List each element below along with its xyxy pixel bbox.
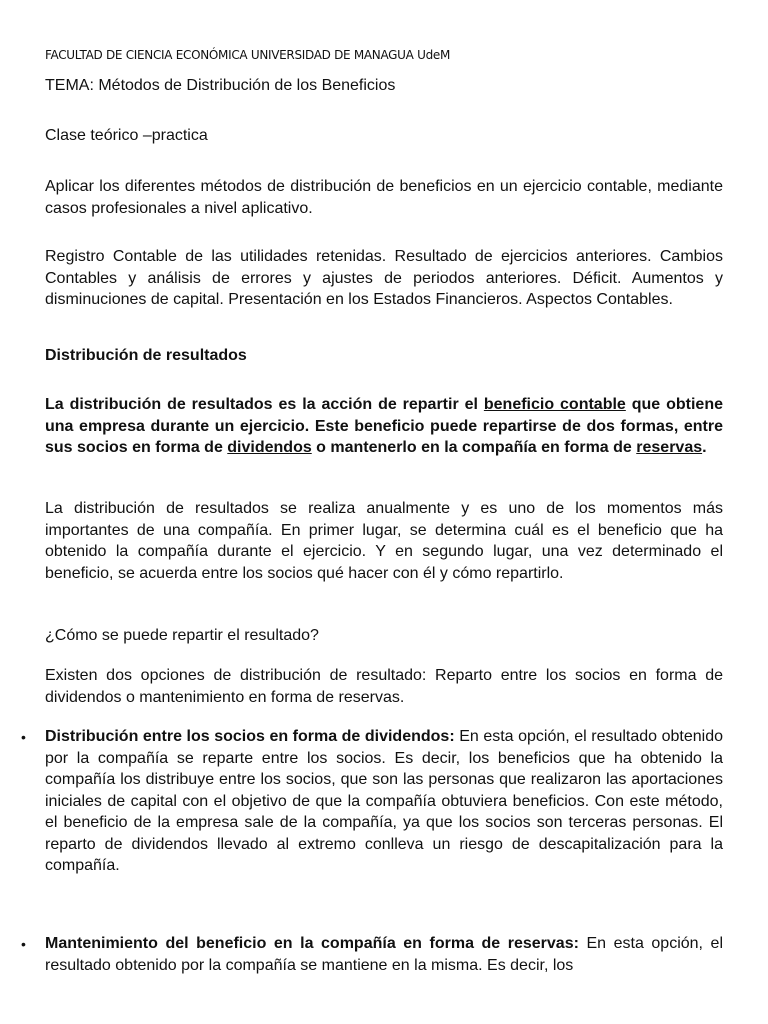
bullet-title: Distribución entre los socios en forma de dividendos:: [45, 728, 455, 745]
definition-text-2: que obtiene una empresa durante un ejercicio. Este beneficio puede repartirse de dos formas, entre sus socios en forma de: [45, 396, 724, 456]
bullet-marker: •: [21, 729, 26, 745]
objective-paragraph: Aplicar los diferentes métodos de distribución de beneficios en un ejercicio contable, mediante casos profesionales a nivel aplicativo.: [45, 178, 723, 217]
bullet-dividendos: [45, 726, 723, 877]
section-title: Distribución de resultados: [45, 347, 247, 364]
bullet-text: En esta opción, el resultado obtenido por la compañía se mantiene en la misma. Es decir, los: [45, 935, 724, 974]
question-line: ¿Cómo se puede repartir el resultado?: [45, 627, 319, 644]
dividendos-link[interactable]: dividendos: [227, 439, 312, 456]
bullet-title: Mantenimiento del beneficio en la compañía en forma de reservas:: [45, 935, 579, 952]
options-paragraph: Existen dos opciones de distribución de resultado: Reparto entre los socios en forma de dividendos o mantenimiento en forma de reservas.: [45, 667, 723, 706]
reservas-link[interactable]: reservas: [636, 439, 703, 456]
definition-text-4: .: [702, 439, 707, 456]
definition-text-3: o mantenerlo en la compañía en forma de: [311, 439, 637, 456]
annual-distribution-paragraph: La distribución de resultados se realiza anualmente y es uno de los momentos más importantes de una compañía. En primer lugar, se determina cuál es el beneficio que ha obtenido la compañía durante el ejercicio. Y en segundo lugar, una vez determinado el beneficio, se acuerda entre los socios qué hacer con él y cómo repartirlo.: [45, 500, 723, 582]
content-paragraph: Registro Contable de las utilidades retenidas. Resultado de ejercicios anteriores. Cambios Contables y análisis de errores y ajustes de periodos anteriores. Déficit. Aumentos y disminuciones de capital. Presentación en los Estados Financieros. Aspectos Contables.: [45, 248, 723, 308]
bullet-reservas: [45, 933, 723, 976]
definition-text-1: La distribución de resultados es la acción de repartir el: [45, 396, 484, 413]
bullet-marker: •: [21, 936, 26, 952]
class-type: Clase teórico –practica: [45, 127, 208, 144]
definition-paragraph: [45, 394, 723, 459]
topic-title: TEMA: Métodos de Distribución de los Beneficios: [45, 77, 396, 94]
beneficio-contable-link[interactable]: beneficio contable: [483, 396, 626, 413]
bullet-text: En esta opción, el resultado obtenido por la compañía se reparte entre los socios. Es decir, los beneficios que ha obtenido la compañía los distribuye entre los socios, que son las personas que realizaron las aportaciones iniciales de capital con el objetivo de que la compañía obtuviera beneficios. Con este método, el beneficio de la empresa sale de la compañía, ya que los socios son terceras personas. El reparto de dividendos llevado al extremo conlleva un riesgo de descapitalización para la compañía.: [45, 728, 723, 874]
faculty-header: FACULTAD DE CIENCIA ECONÓMICA UNIVERSIDAD DE MANAGUA UdeM: [45, 48, 451, 62]
